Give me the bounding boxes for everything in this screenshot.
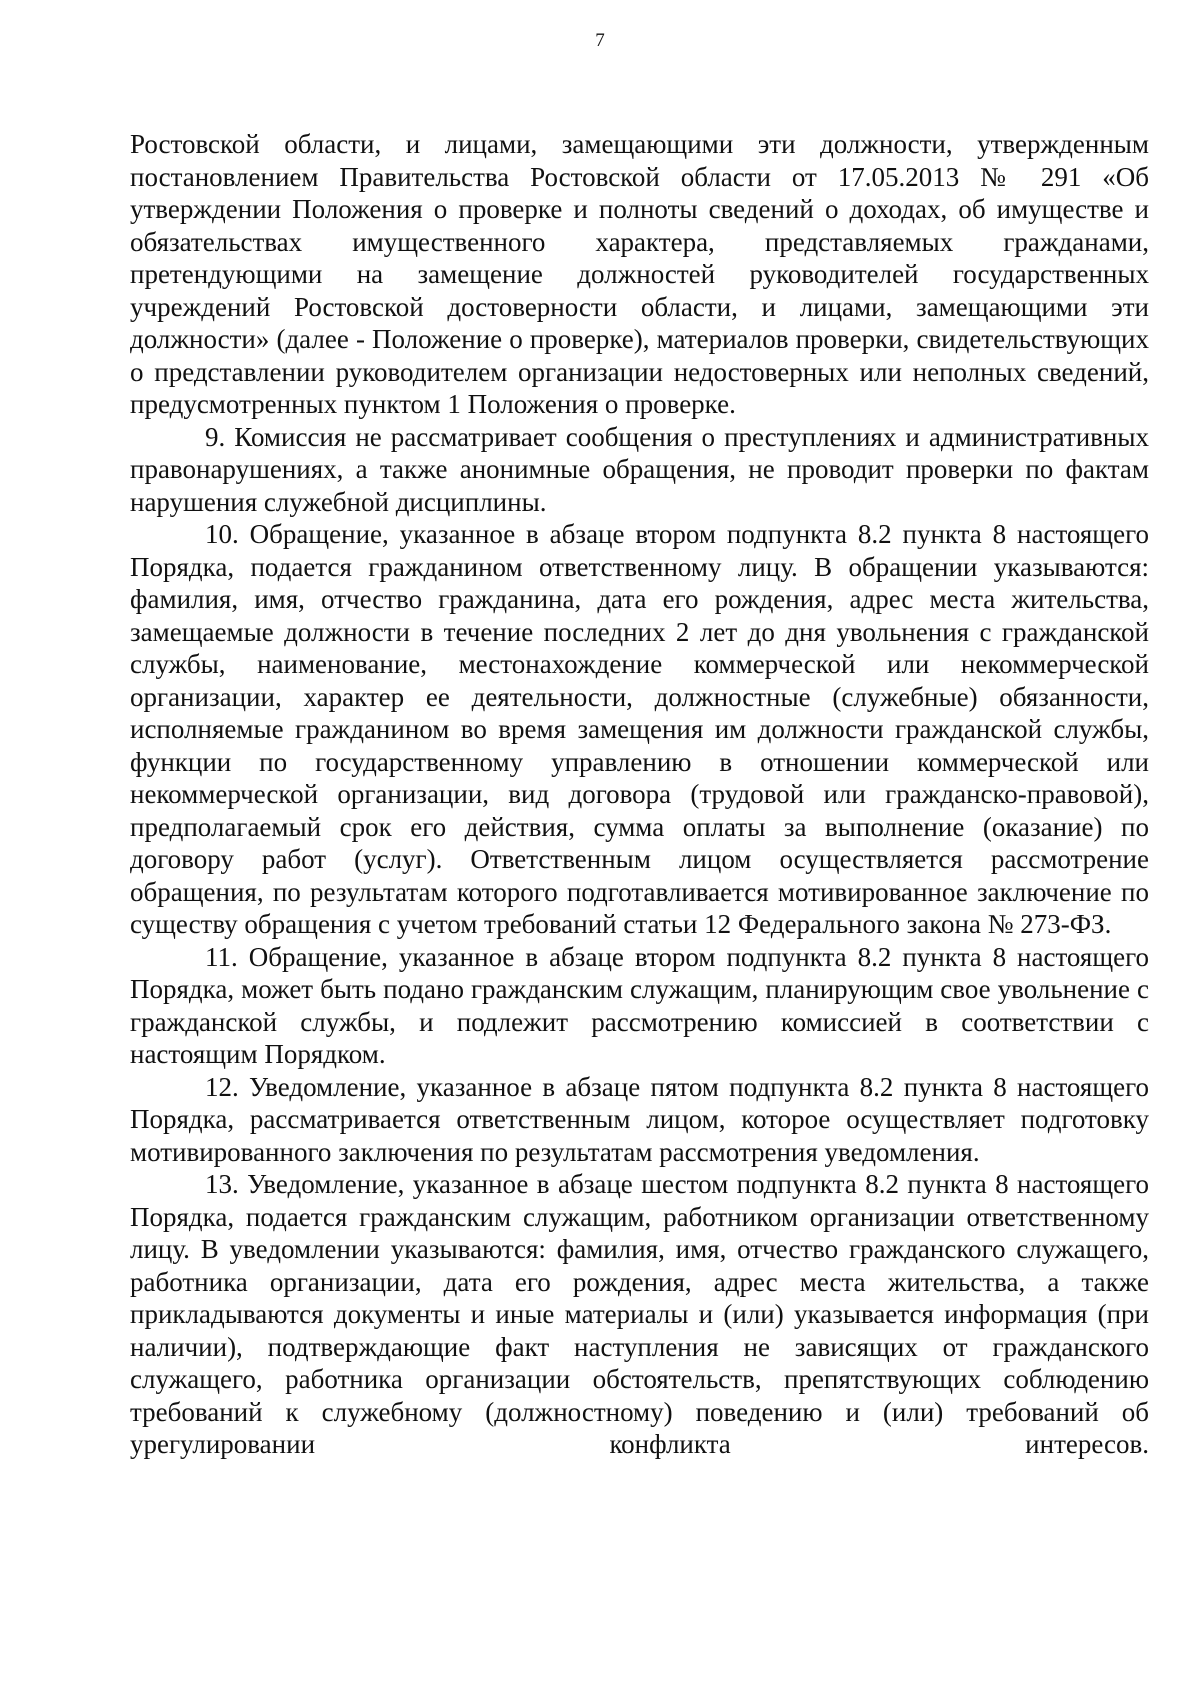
paragraph-item-13: 13. Уведомление, указанное в абзаце шестом подпункта 8.2 пункта 8 настоящего Порядка, подается гражданским служащим, работником организации ответственному лицу. В уведомлении указываются: фамилия, имя, отчество гражданского служащего, работника организации, дата его рождения, адрес места жительства, а также прикладываются документы и иные материалы и (или) указывается информация (при наличии), подтверждающие факт наступления не зависящих от гражданского служащего, работника организации обстоятельств, препятствующих соблюдению требований к служебному (должностному) поведению и (или) требований об урегулировании конфликта интересов. bbox=[130, 1169, 1149, 1459]
paragraph-item-11: 11. Обращение, указанное в абзаце втором подпункта 8.2 пункта 8 настоящего Порядка, может быть подано гражданским служащим, планирующим свое увольнение с гражданской службы, и подлежит рассмотрению комиссией в соответствии с настоящим Порядком. bbox=[130, 941, 1149, 1069]
paragraph-continuation: Ростовской области, и лицами, замещающими эти должности, утвержденным постановлением Правительства Ростовской области от 17.05.2013 № 291 «Об утверждении Положения о проверке и полноты сведений о доходах, об имуществе и обязательствах имущественного характера, представляемых гражданами, претендующими на замещение должностей руководителей государственных учреждений Ростовской достоверности области, и лицами, замещающими эти должности» (далее - Положение о проверке), материалов проверки, свидетельствующих о представлении руководителем организации недостоверных или неполных сведений, предусмотренных пунктом 1 Положения о проверке. bbox=[130, 129, 1149, 419]
page-number: 7 bbox=[595, 30, 605, 51]
document-body bbox=[130, 128, 1149, 1461]
paragraph-item-9: 9. Комиссия не рассматривает сообщения о преступлениях и административных правонарушениях, а также анонимные обращения, не проводит проверки по фактам нарушения служебной дисциплины. bbox=[130, 421, 1149, 517]
paragraph-item-10: 10. Обращение, указанное в абзаце втором подпункта 8.2 пункта 8 настоящего Порядка, подается гражданином ответственному лицу. В обращении указываются: фамилия, имя, отчество гражданина, дата его рождения, адрес места жительства, замещаемые должности в течение последних 2 лет до дня увольнения с гражданской службы, наименование, местонахождение коммерческой или некоммерческой организации, характер ее деятельности, должностные (служебные) обязанности, исполняемые гражданином во время замещения им должности гражданской службы, функции по государственному управлению в отношении коммерческой или некоммерческой организации, вид договора (трудовой или гражданско-правовой), предполагаемый срок его действия, сумма оплаты за выполнение (оказание) по договору работ (услуг). Ответственным лицом осуществляется рассмотрение обращения, по результатам которого подготавливается мотивированное заключение по существу обращения с учетом требований статьи 12 Федерального закона № 273-ФЗ. bbox=[130, 519, 1149, 939]
paragraph-item-12: 12. Уведомление, указанное в абзаце пятом подпункта 8.2 пункта 8 настоящего Порядка, рассматривается ответственным лицом, которое осуществляет подготовку мотивированного заключения по результатам рассмотрения уведомления. bbox=[130, 1071, 1149, 1167]
